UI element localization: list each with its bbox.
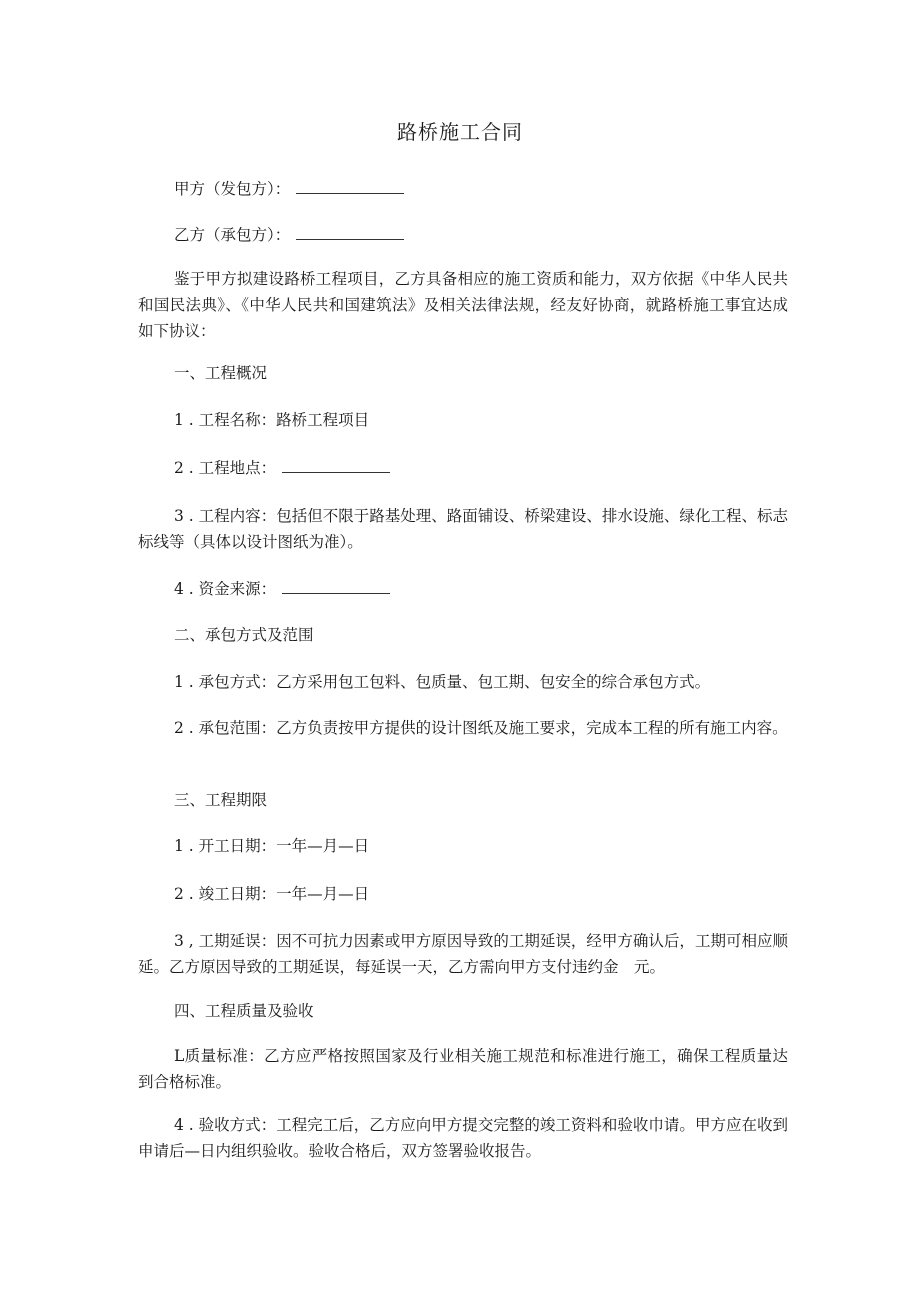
section-3-item-1: 1 . 开工日期：一年—月—日 [174,837,370,855]
section-3-item-2: 2 . 竣工日期：一年—月—日 [174,885,370,903]
section-1-item-3: 3 . 工程内容：包括但不限于路基处理、路面铺设、桥梁建设、排水设施、绿化工程、标志标线等（具体以设计图纸为准）。 [138,507,788,551]
section-4-heading: 四、工程质量及验收 [174,1002,314,1020]
section-4-item-1: L质量标准：乙方应严格按照国家及行业相关施工规范和标准进行施工，确保工程质量达到合格标准。 [138,1047,788,1091]
preamble-paragraph: 鉴于甲方拟建设路桥工程项目，乙方具备相应的施工资质和能力，双方依据《中华人民共和国民法典》、《中华人民共和国建筑法》及相关法律法规，经友好协商，就路桥施工事宜达成如下协议： [138,270,788,340]
party-a-line [138,176,788,202]
funding-blank [282,577,390,594]
section-1-item-4: 4 . 资金来源： [174,580,277,598]
section-2-item-1: 1 . 承包方式：乙方采用包工包料、包质量、包工期、包安全的综合承包方式。 [174,673,711,691]
page-title: 路桥施工合同 [397,120,523,144]
section-2-item-2: 2 . 承包范围：乙方负责按甲方提供的设计图纸及施工要求，完成本工程的所有施工内容。 [174,719,788,737]
section-1-item-2-line [138,455,788,481]
section-3-heading: 三、工程期限 [174,791,268,809]
section-1-item-1: 1 . 工程名称：路桥工程项目 [174,411,370,429]
party-a-blank [296,177,404,194]
party-b-line [138,222,788,248]
party-b-label: 乙方（承包方）： [174,226,291,244]
section-2-heading: 二、承包方式及范围 [174,626,314,644]
party-b-blank [296,223,404,240]
section-1-heading: 一、工程概况 [174,364,268,382]
location-blank [282,456,390,473]
party-a-label: 甲方（发包方）： [174,180,291,198]
section-4-item-2: 4 . 验收方式：工程完工后，乙方应向甲方提交完整的竣工资料和验收巾请。甲方应在收到申请后—日内组织验收。验收合格后，双方签署验收报告。 [138,1116,788,1160]
section-1-item-4-line [138,576,788,602]
section-3-item-3: 3 , 工期延误：因不可抗力因素或甲方原因导致的工期延误，经甲方确认后，工期可相应顺延。乙方原因导致的工期延误，每延误一天，乙方需向甲方支付违约金 元。 [138,932,788,976]
section-1-item-2: 2 . 工程地点： [174,459,277,477]
